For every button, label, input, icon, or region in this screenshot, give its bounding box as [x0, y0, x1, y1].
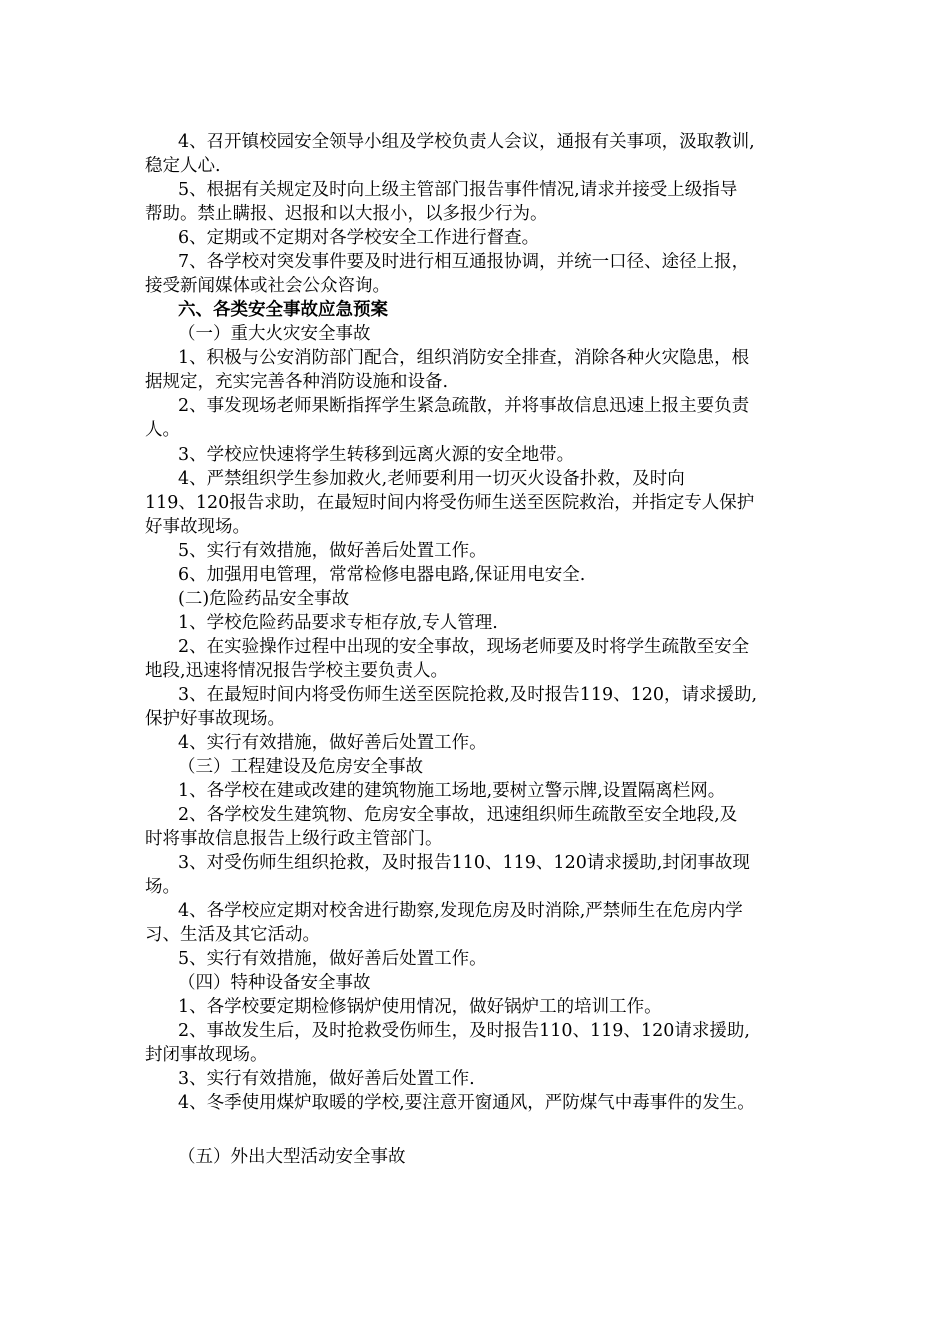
- text-line: 1、积极与公安消防部门配合，组织消防安全排查，消除各种火灾隐患，根: [178, 348, 750, 368]
- text-line: 保护好事故现场。: [145, 709, 285, 729]
- text-line: 6、定期或不定期对各学校安全工作进行督查。: [178, 228, 540, 248]
- text-line: 5、实行有效措施，做好善后处置工作。: [178, 949, 487, 969]
- text-line: (二)危险药品安全事故: [178, 589, 350, 609]
- text-line: 6、加强用电管理，常常检修电器电路,保证用电安全.: [178, 565, 586, 585]
- text-line: 3、对受伤师生组织抢救，及时报告110、119、120请求援助,封闭事故现: [178, 853, 750, 873]
- text-line: （一）重大火灾安全事故: [178, 324, 371, 344]
- text-line: 帮助。禁止瞒报、迟报和以大报小，以多报少行为。: [145, 204, 548, 224]
- text-line: 2、事故发生后，及时抢救受伤师生，及时报告110、119、120请求援助,: [178, 1021, 750, 1041]
- text-line: 5、实行有效措施，做好善后处置工作。: [178, 541, 487, 561]
- text-line: 习、生活及其它活动。: [145, 925, 320, 945]
- text-line: 据规定，充实完善各种消防设施和设备.: [145, 372, 449, 392]
- text-line: 场。: [145, 877, 180, 897]
- text-line: 4、召开镇校园安全领导小组及学校负责人会议，通报有关事项，汲取教训,: [178, 132, 755, 152]
- text-line: 稳定人心.: [145, 156, 221, 176]
- text-line: 2、各学校发生建筑物、危房安全事故，迅速组织师生疏散至安全地段,及: [178, 805, 738, 825]
- text-line: 4、实行有效措施，做好善后处置工作。: [178, 733, 487, 753]
- text-line: 2、事发现场老师果断指挥学生紧急疏散，并将事故信息迅速上报主要负责: [178, 396, 750, 416]
- text-line: 3、学校应快速将学生转移到远离火源的安全地带。: [178, 445, 575, 465]
- text-line: 3、在最短时间内将受伤师生送至医院抢救,及时报告119、120，请求援助,: [178, 685, 758, 705]
- text-line: 时将事故信息报告上级行政主管部门。: [145, 829, 443, 849]
- text-line: 人。: [145, 420, 180, 440]
- text-line: （三）工程建设及危房安全事故: [178, 757, 423, 777]
- text-line: 1、学校危险药品要求专柜存放,专人管理.: [178, 613, 498, 633]
- section-heading: 六、各类安全事故应急预案: [178, 300, 388, 320]
- text-line: 1、各学校在建或改建的建筑物施工场地,要树立警示牌,设置隔离栏网。: [178, 781, 726, 801]
- text-line: 地段,迅速将情况报告学校主要负责人。: [145, 661, 449, 681]
- text-line: 2、在实验操作过程中出现的安全事故，现场老师要及时将学生疏散至安全: [178, 637, 750, 657]
- text-line: 4、冬季使用煤炉取暖的学校,要注意开窗通风，严防煤气中毒事件的发生。: [178, 1093, 755, 1113]
- text-line: 3、实行有效措施，做好善后处置工作.: [178, 1069, 475, 1089]
- text-line: （四）特种设备安全事故: [178, 973, 371, 993]
- text-line: （五）外出大型活动安全事故: [178, 1147, 406, 1167]
- text-line: 119、120报告求助，在最短时间内将受伤师生送至医院救治，并指定专人保护: [145, 493, 755, 513]
- text-line: 接受新闻媒体或社会公众咨询。: [145, 276, 390, 296]
- text-line: 7、各学校对突发事件要及时进行相互通报协调，并统一口径、途径上报，: [178, 252, 750, 272]
- text-line: 4、各学校应定期对校舍进行勘察,发现危房及时消除,严禁师生在危房内学: [178, 901, 743, 921]
- text-line: 1、各学校要定期检修锅炉使用情况，做好锅炉工的培训工作。: [178, 997, 662, 1017]
- text-line: 封闭事故现场。: [145, 1045, 268, 1065]
- text-line: 4、严禁组织学生参加救火,老师要利用一切灭火设备扑救，及时向: [178, 469, 685, 489]
- text-line: 5、根据有关规定及时向上级主管部门报告事件情况,请求并接受上级指导: [178, 180, 738, 200]
- text-line: 好事故现场。: [145, 517, 250, 537]
